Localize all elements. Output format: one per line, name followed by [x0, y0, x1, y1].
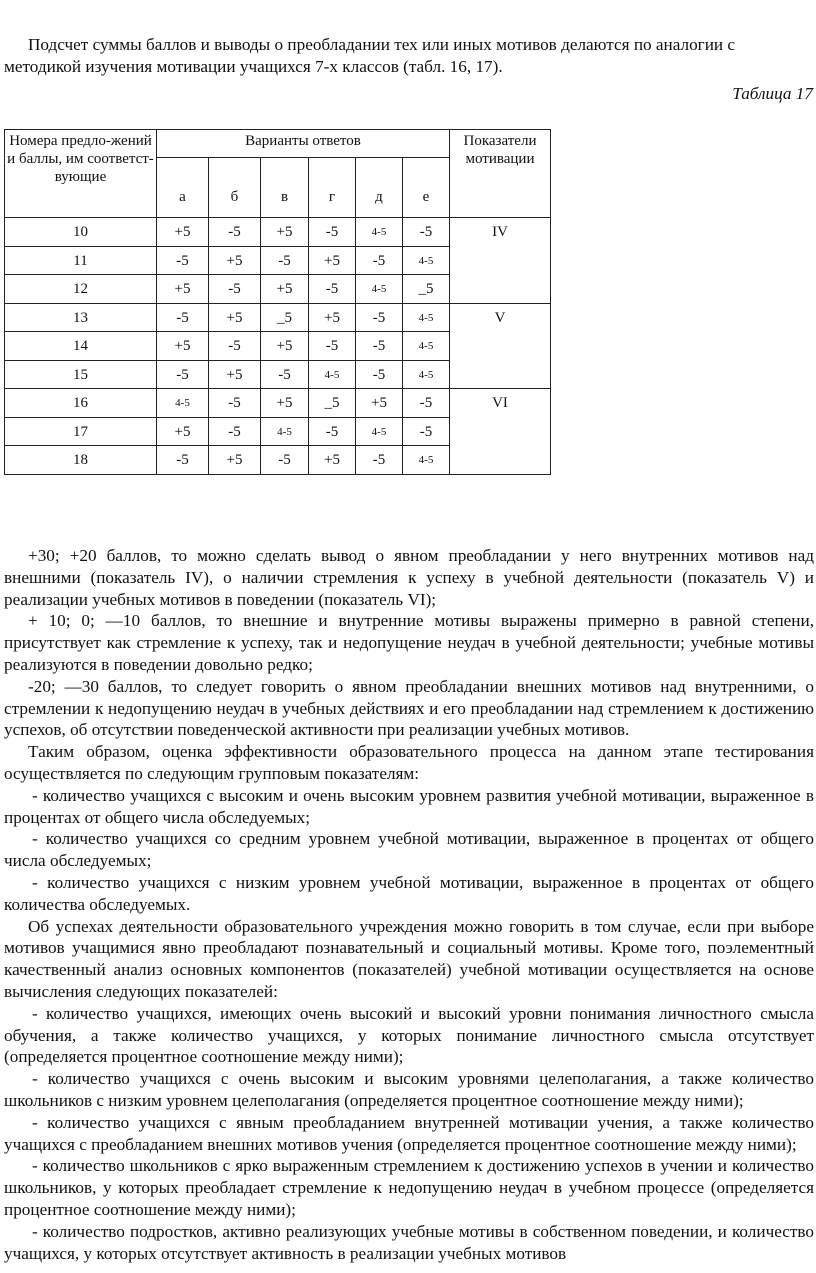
- answer-score-cell: 4-5: [403, 303, 450, 332]
- subheader-cell: г: [309, 158, 356, 218]
- row-number: 18: [5, 446, 157, 475]
- answer-score-cell: 4-5: [403, 360, 450, 389]
- motivation-table: [4, 129, 551, 475]
- answer-score-cell: -5: [356, 303, 403, 332]
- answer-score-cell: +5: [261, 389, 309, 418]
- answer-score-cell: +5: [309, 446, 356, 475]
- row-number: 16: [5, 389, 157, 418]
- answer-score-cell: -5: [309, 218, 356, 247]
- table-row: [5, 218, 551, 247]
- row-number: 14: [5, 332, 157, 361]
- row-number: 11: [5, 246, 157, 275]
- paragraph: Таким образом, оценка эффективности образовательного процесса на данном этапе тестирования осуществляется по следующим групповым показателям:: [4, 742, 814, 783]
- list-item: - количество подростков, активно реализующих учебные мотивы в собственном поведении, и количество учащихся, у которых отсутствует активность в реализации учебных мотивов: [4, 1221, 814, 1263]
- body-text: [4, 545, 814, 1264]
- answer-score-cell: 4-5: [403, 446, 450, 475]
- answer-score-cell: +5: [157, 275, 209, 304]
- answer-score-cell: -5: [209, 389, 261, 418]
- answer-score-cell: _5: [309, 389, 356, 418]
- answer-score-cell: -5: [309, 275, 356, 304]
- subheader-cell: д: [356, 158, 403, 218]
- answer-score-cell: +5: [157, 417, 209, 446]
- paragraph: -20; —30 баллов, то следует говорить о явном преобладании внешних мотивов над внутренними, о стремлении к недопущению неудач в учебных действиях и его преобладании над стремлением к достижению успехов, об отсутствии поведенческой активности при реализации учебных мотивов.: [4, 676, 814, 740]
- answer-score-cell: -5: [309, 332, 356, 361]
- answer-score-cell: -5: [157, 303, 209, 332]
- answer-score-cell: -5: [157, 246, 209, 275]
- answer-score-cell: 4-5: [403, 332, 450, 361]
- answer-score-cell: -5: [309, 417, 356, 446]
- answer-score-cell: 4-5: [356, 417, 403, 446]
- row-number: 17: [5, 417, 157, 446]
- answer-score-cell: +5: [261, 275, 309, 304]
- answer-score-cell: -5: [356, 360, 403, 389]
- answer-score-cell: -5: [209, 332, 261, 361]
- table-caption: Таблица 17: [732, 84, 813, 103]
- answer-score-cell: -5: [261, 446, 309, 475]
- list-item: - количество учащихся со средним уровнем учебной мотивации, выраженное в процентах от общего числа обследуемых;: [4, 829, 814, 871]
- answer-score-cell: 4-5: [356, 275, 403, 304]
- row-number: 10: [5, 218, 157, 247]
- col-header-indicators: Показатели мотивации: [450, 130, 551, 218]
- answer-score-cell: -5: [261, 246, 309, 275]
- answer-score-cell: -5: [403, 389, 450, 418]
- answer-score-cell: +5: [157, 332, 209, 361]
- answer-score-cell: -5: [403, 417, 450, 446]
- list-item: - количество учащихся с очень высоким и высоким уровнями целеполагания, а также количество школьников с низким уровнем целеполагания (определяется процентное соотношение между ними);: [4, 1069, 814, 1110]
- row-number: 13: [5, 303, 157, 332]
- answer-score-cell: -5: [209, 417, 261, 446]
- answer-score-cell: -5: [157, 446, 209, 475]
- subheader-cell: б: [209, 158, 261, 218]
- list-item: - количество школьников с ярко выраженным стремлением к достижению успехов в учении и количество школьников, у которых преобладает стремление к недопущению неудач в учебном процессе (определяется процентное соотношение между ними);: [4, 1156, 814, 1219]
- answer-score-cell: +5: [209, 446, 261, 475]
- answer-score-cell: +5: [309, 303, 356, 332]
- answer-score-cell: 4-5: [157, 389, 209, 418]
- motivation-indicator: VI: [450, 389, 551, 475]
- answer-score-cell: _5: [403, 275, 450, 304]
- answer-score-cell: 4-5: [261, 417, 309, 446]
- row-number: 12: [5, 275, 157, 304]
- answer-score-cell: -5: [261, 360, 309, 389]
- list-item: - количество учащихся с высоким и очень высоким уровнем развития учебной мотивации, выраженное в процентах от общего числа обследуемых;: [4, 785, 814, 827]
- answer-score-cell: 4-5: [403, 246, 450, 275]
- answer-score-cell: -5: [209, 275, 261, 304]
- paragraph: + 10; 0; —10 баллов, то внешние и внутренние мотивы выражены примерно в равной степени, присутствует как стремление к успеху, так и недопущение неудач в учебной деятельности; учебные мотивы реализуются в поведении довольно редко;: [4, 611, 814, 674]
- answer-score-cell: +5: [309, 246, 356, 275]
- answer-score-cell: -5: [157, 360, 209, 389]
- answer-score-cell: -5: [209, 218, 261, 247]
- answer-score-cell: _5: [261, 303, 309, 332]
- answer-score-cell: 4-5: [309, 360, 356, 389]
- subheader-cell: а: [157, 158, 209, 218]
- answer-score-cell: -5: [356, 332, 403, 361]
- answer-score-cell: 4-5: [356, 218, 403, 247]
- subheader-cell: в: [261, 158, 309, 218]
- table-row: [5, 303, 551, 332]
- col-header-numbers: Номера предло-жений и баллы, им соответст-вующие: [5, 130, 157, 218]
- col-header-variants: Варианты ответов: [157, 130, 450, 158]
- answer-score-cell: -5: [356, 246, 403, 275]
- answer-score-cell: +5: [157, 218, 209, 247]
- answer-score-cell: +5: [261, 332, 309, 361]
- answer-score-cell: +5: [209, 303, 261, 332]
- paragraph: Об успехах деятельности образовательного учреждения можно говорить в том случае, если при выборе мотивов учащимися явно преобладают познавательный и социальный мотивы. Кроме того, поэлементный качественный анализ основных компонентов (показателей) учебной мотивации осуществляется на основе вычисления следующих показателей:: [4, 916, 814, 1001]
- motivation-indicator: V: [450, 303, 551, 389]
- answer-score-cell: -5: [403, 218, 450, 247]
- list-item: - количество учащихся, имеющих очень высокий и высокий уровни понимания личностного смысла обучения, а также количество учащихся, у которых понимание личностного смысла отсутствует (определяется процентное соотношение между ними);: [4, 1003, 814, 1067]
- answer-score-cell: +5: [356, 389, 403, 418]
- answer-score-cell: +5: [261, 218, 309, 247]
- answer-score-cell: +5: [209, 246, 261, 275]
- subheader-cell: е: [403, 158, 450, 218]
- answer-score-cell: -5: [356, 446, 403, 475]
- list-item: - количество учащихся с явным преобладанием внутренней мотивации учения, а также количество учащихся с преобладанием внешних мотивов учения (определяется процентное соотношение между ними);: [4, 1112, 814, 1154]
- list-item: - количество учащихся с низким уровнем учебной мотивации, выраженное в процентах от общего количества обследуемых.: [4, 872, 814, 914]
- row-number: 15: [5, 360, 157, 389]
- paragraph: +30; +20 баллов, то можно сделать вывод о явном преобладании у него внутренних мотивов над внешними (показатель IV), о наличии стремления к успеху в учебной деятельности (показатель V) и реализации учебных мотивов в поведении (показатель VI);: [4, 546, 814, 609]
- answer-score-cell: +5: [209, 360, 261, 389]
- motivation-indicator: IV: [450, 218, 551, 304]
- table-row: [5, 389, 551, 418]
- intro-paragraph: Подсчет суммы баллов и выводы о преобладании тех или иных мотивов делаются по аналогии с методикой изучения мотивации учащихся 7-х классов (табл. 16, 17).: [4, 35, 736, 76]
